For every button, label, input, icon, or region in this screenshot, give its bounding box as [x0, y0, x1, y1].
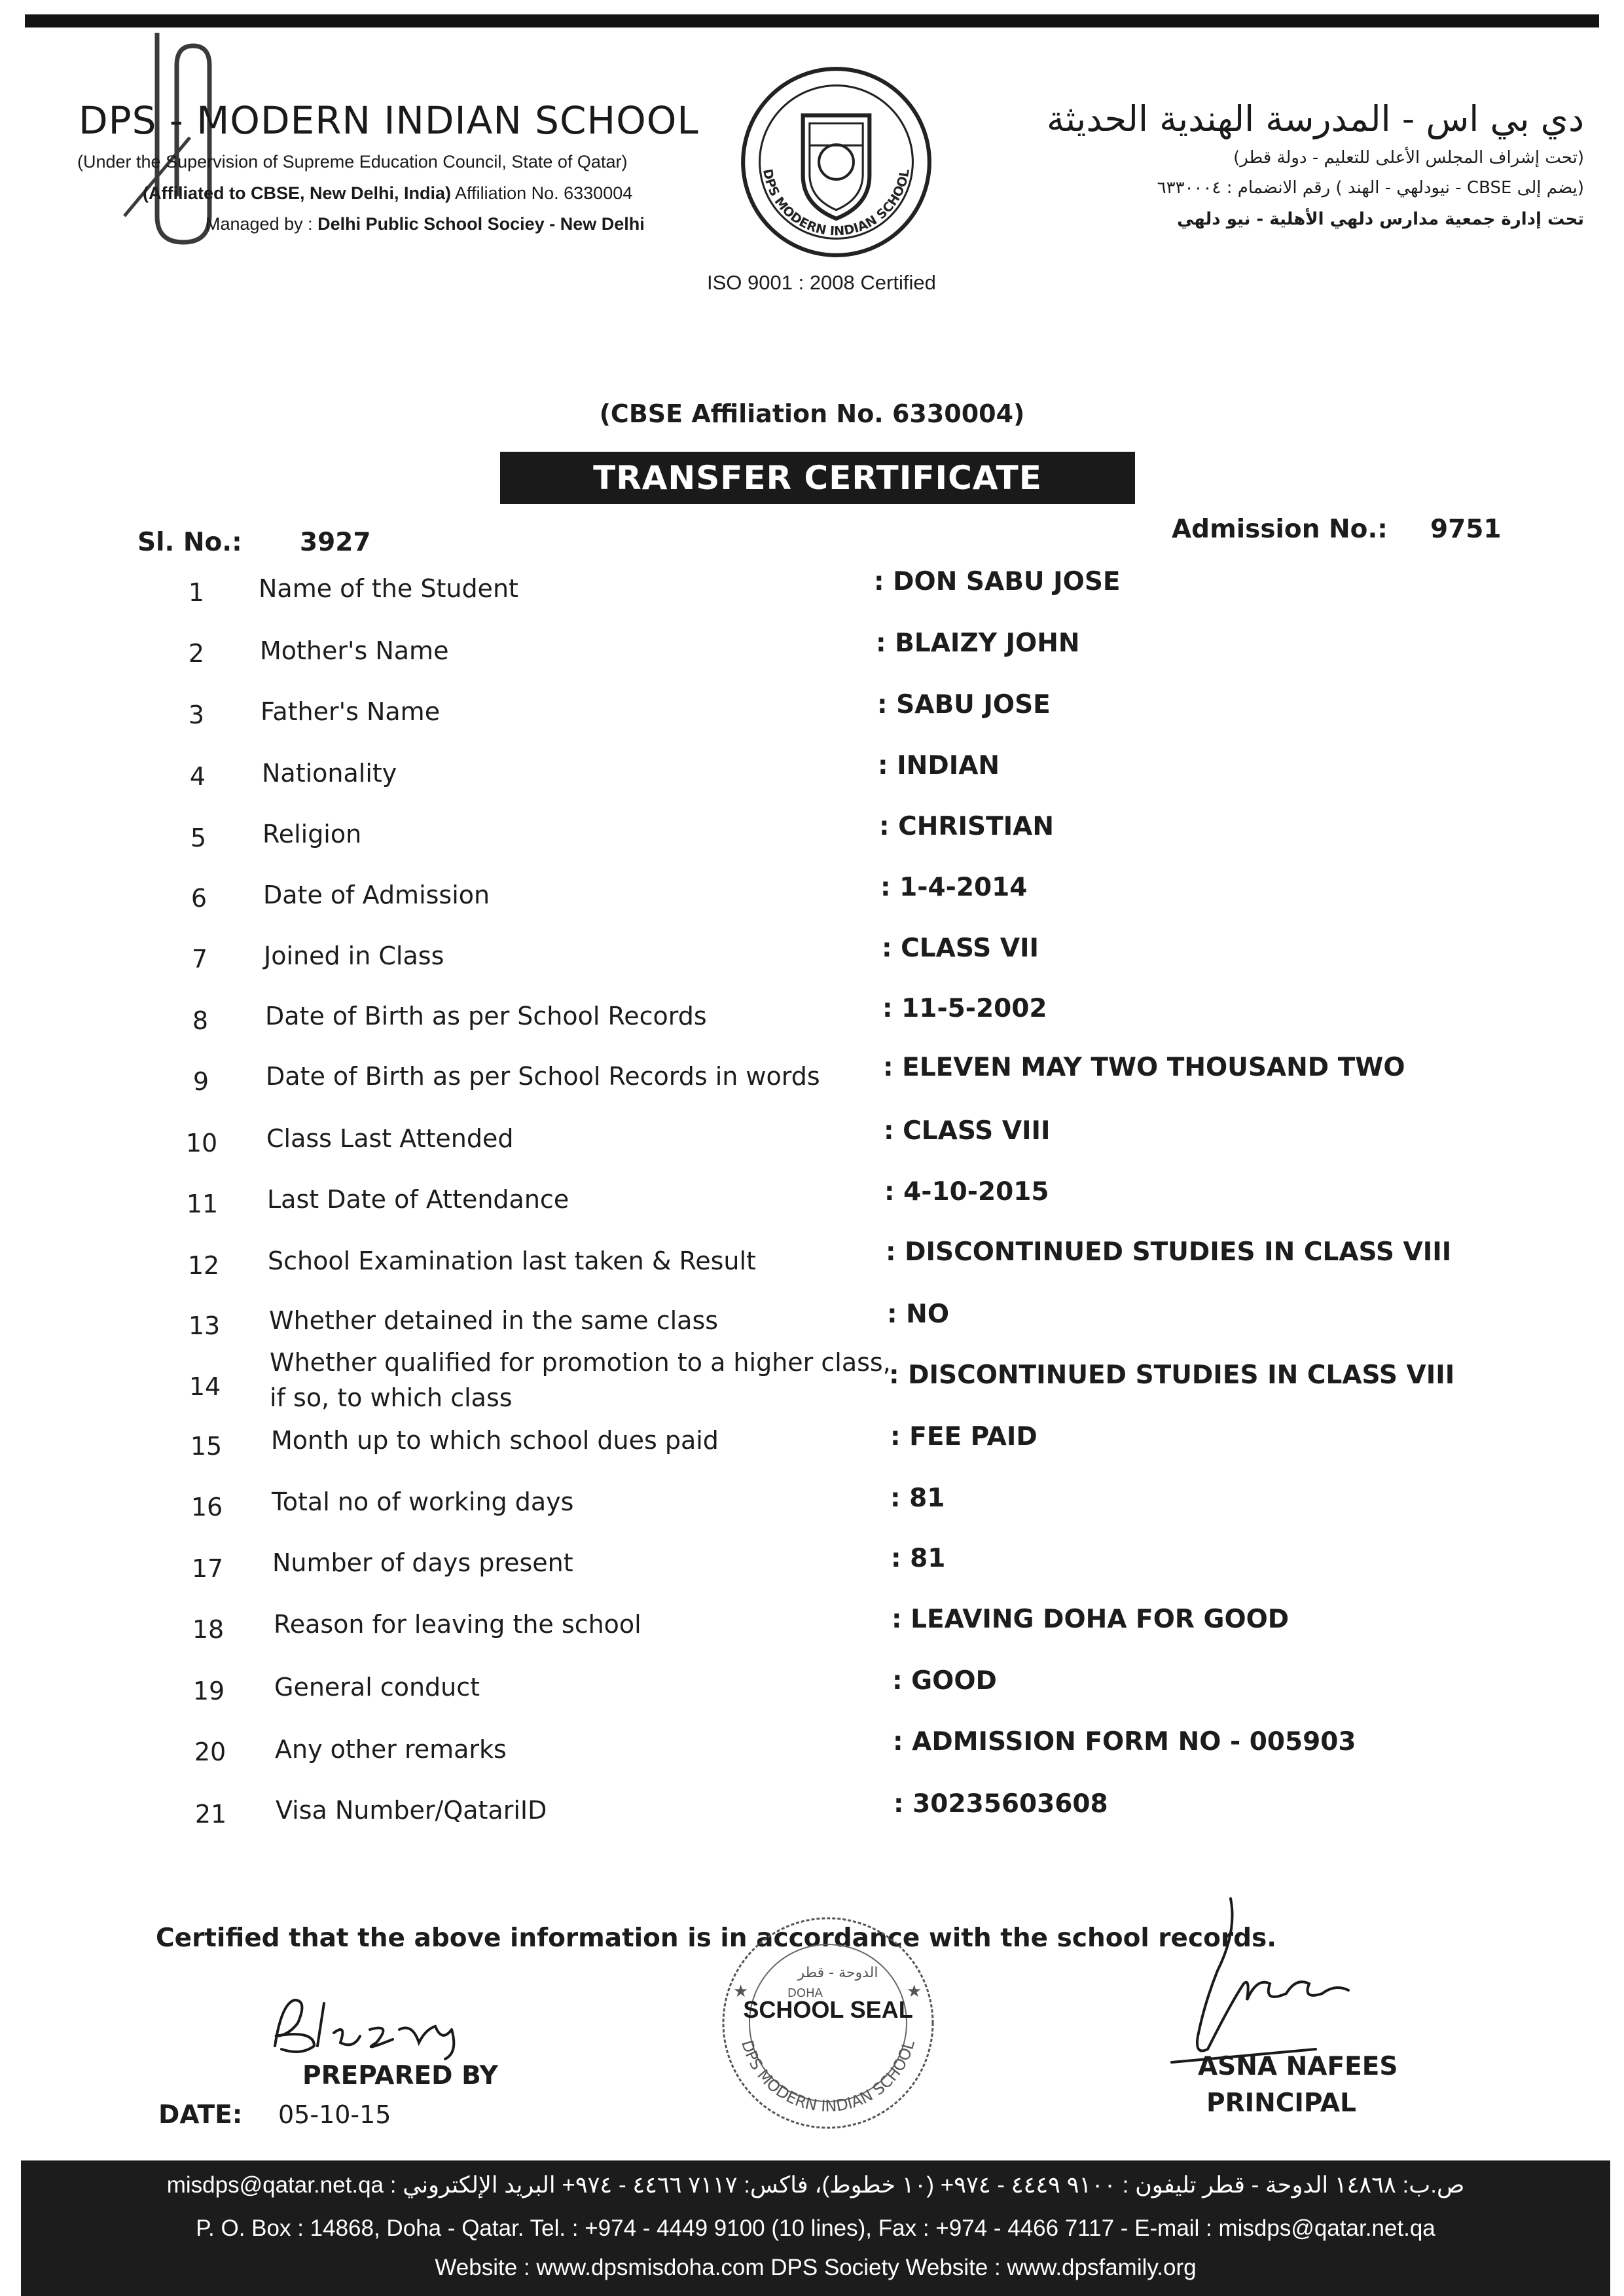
arabic-school-name: دي بي اس - المدرسة الهندية الحديثة: [1047, 98, 1584, 139]
footer-bar: [21, 2160, 1610, 2296]
row-value: : DISCONTINUED STUDIES IN CLASS VIII: [889, 1360, 1455, 1390]
row-value: : CHRISTIAN: [879, 812, 1055, 841]
certification-statement: Certified that the above information is in accordance with the school records.: [156, 1923, 1277, 1953]
school-name: DPS - MODERN INDIAN SCHOOL: [79, 98, 699, 143]
row-label-line: if so, to which class: [270, 1383, 513, 1412]
row-label: Date of Birth as per School Records: [265, 1002, 707, 1030]
seal-arabic-city: الدوحة - قطر: [797, 1965, 878, 1981]
row-value: : ADMISSION FORM NO - 005903: [893, 1727, 1356, 1757]
row-value: : FEE PAID: [890, 1422, 1038, 1451]
affiliation-bold-text: (Affiliated to CBSE, New Delhi, India): [143, 183, 452, 203]
row-number: 16: [190, 1493, 223, 1522]
row-label: Whether detained in the same class: [269, 1306, 719, 1335]
row-label-line: Whether qualified for promotion to a higher class,: [270, 1348, 891, 1377]
row-number: 12: [187, 1251, 220, 1280]
row-number: 7: [191, 945, 208, 974]
row-number: 15: [190, 1432, 223, 1461]
school-seal-stamp: [707, 1912, 949, 2134]
supervision-line: (Under the Supervision of Supreme Education Council, State of Qatar): [77, 152, 628, 172]
row-number: 11: [186, 1190, 219, 1218]
row-number: 10: [185, 1129, 218, 1157]
row-value: : CLASS VII: [882, 934, 1039, 963]
arabic-managed-line: تحت إدارة جمعية مدارس دلهي الأهلية - نيو دلهي: [1177, 210, 1584, 229]
row-label: Number of days present: [272, 1548, 573, 1577]
row-number: 9: [192, 1067, 209, 1096]
seal-star-right: ★: [907, 1982, 922, 2001]
principal-title: PRINCIPAL: [1206, 2088, 1356, 2118]
footer-address: P. O. Box : 14868, Doha - Qatar. Tel. : +974 - 4449 9100 (10 lines), Fax : +974 - 4466 7117 - E-mail : misdps@qatar.net.qa: [196, 2215, 1435, 2241]
row-number: 17: [191, 1554, 224, 1583]
row-number: 1: [188, 578, 205, 607]
row-number: 3: [188, 701, 205, 729]
serial-number-value: 3927: [300, 528, 371, 557]
row-value: : 4-10-2015: [884, 1177, 1049, 1207]
row-value: : CLASS VIII: [884, 1116, 1051, 1146]
row-number: 19: [192, 1677, 225, 1705]
row-label: Date of Birth as per School Records in words: [266, 1062, 820, 1091]
admission-number-value: 9751: [1430, 515, 1502, 544]
row-label: Mother's Name: [260, 636, 449, 665]
row-number: 8: [192, 1006, 209, 1035]
row-label: Class Last Attended: [266, 1124, 514, 1153]
footer-arabic-contact: ص.ب: ١٤٨٦٨ الدوحة - قطر تليفون : ٩١٠٠ ٤٤٤٩ - ٩٧٤+ (١٠ خطوط)، فاكس: ٧١١٧ ٤٤٦٦ - ٩٧٤+ البريد الإلكتروني : misdps@qatar.net.qa: [166, 2172, 1465, 2198]
top-border-line: [25, 14, 1599, 27]
row-number: 21: [194, 1800, 227, 1829]
managed-by-line: [206, 214, 645, 234]
row-label: Joined in Class: [264, 941, 444, 970]
row-label: Last Date of Attendance: [267, 1185, 569, 1214]
row-label: Reason for leaving the school: [274, 1610, 641, 1639]
date-value: 05-10-15: [278, 2100, 391, 2129]
row-number: 4: [189, 762, 206, 791]
cbse-affiliation: (CBSE Affiliation No. 6330004): [599, 399, 1025, 428]
row-label: School Examination last taken & Result: [268, 1247, 756, 1275]
row-value: : 30235603608: [893, 1789, 1108, 1819]
seal-label: SCHOOL SEAL: [743, 1996, 913, 2023]
logo-ring-text: DPS MODERN INDIAN SCHOOL: [760, 168, 912, 239]
row-label: Name of the Student: [259, 574, 518, 603]
row-label: Date of Admission: [263, 881, 490, 909]
seal-city: DOHA: [787, 1986, 823, 2000]
row-number: 2: [188, 639, 205, 668]
row-label: Visa Number/QatariID: [276, 1796, 547, 1825]
iso-certification: ISO 9001 : 2008 Certified: [707, 271, 936, 294]
school-logo: [736, 62, 936, 262]
managed-by-prefix: Managed by :: [206, 214, 318, 234]
affiliation-line: [143, 183, 632, 204]
row-value: : LEAVING DOHA FOR GOOD: [892, 1605, 1290, 1634]
row-number: 6: [190, 884, 208, 913]
row-value: : ELEVEN MAY TWO THOUSAND TWO: [883, 1053, 1405, 1082]
row-value: : GOOD: [892, 1666, 997, 1696]
affiliation-number-text: Affiliation No. 6330004: [451, 183, 633, 203]
managed-by-society: Delhi Public School Sociey - New Delhi: [317, 214, 645, 234]
seal-ring-text: DPS MODERN INDIAN SCHOOL: [738, 2038, 918, 2116]
row-number: 13: [188, 1311, 221, 1340]
date-label: DATE:: [158, 2100, 243, 2130]
row-value: : BLAIZY JOHN: [876, 629, 1080, 658]
principal-name: ASNA NAFEES: [1198, 2052, 1398, 2081]
row-label: Religion: [262, 820, 362, 848]
row-value: : 11-5-2002: [882, 994, 1047, 1023]
admission-number-label: Admission No.:: [1172, 515, 1388, 544]
row-label: Total no of working days: [272, 1487, 574, 1516]
row-value: : DISCONTINUED STUDIES IN CLASS VIII: [886, 1237, 1452, 1267]
row-number: 5: [190, 824, 207, 852]
arabic-affiliation-line: (يضم إلى CBSE - نيودلهي - الهند ) رقم الانضمام : ٦٣٣٠٠٠٤: [1157, 178, 1584, 198]
row-value: : SABU JOSE: [877, 690, 1051, 720]
row-value: : DON SABU JOSE: [874, 567, 1121, 596]
row-number: 20: [194, 1738, 226, 1766]
prepared-by-signature: [262, 1990, 484, 2062]
arabic-supervision-line: (تحت إشراف المجلس الأعلى للتعليم - دولة قطر): [1233, 148, 1584, 168]
seal-star-left: ★: [733, 1982, 749, 2001]
prepared-by-label: PREPARED BY: [302, 2061, 498, 2090]
footer-websites: Website : www.dpsmisdoha.com DPS Society Website : www.dpsfamily.org: [435, 2255, 1197, 2280]
row-value: : 81: [891, 1544, 946, 1573]
row-value: : 81: [890, 1484, 945, 1513]
row-label: [270, 1345, 891, 1415]
row-label: Nationality: [262, 759, 397, 788]
row-label: Month up to which school dues paid: [271, 1426, 719, 1455]
row-label: General conduct: [274, 1673, 480, 1702]
row-value: : NO: [887, 1300, 949, 1329]
row-number: 14: [189, 1372, 221, 1401]
row-value: : INDIAN: [878, 751, 1000, 780]
row-number: 18: [192, 1615, 225, 1644]
certificate-title: TRANSFER CERTIFICATE: [500, 452, 1135, 504]
row-label: Father's Name: [261, 697, 441, 726]
row-label: Any other remarks: [275, 1735, 507, 1764]
serial-number-label: Sl. No.:: [137, 528, 242, 557]
row-value: : 1-4-2014: [880, 873, 1028, 902]
